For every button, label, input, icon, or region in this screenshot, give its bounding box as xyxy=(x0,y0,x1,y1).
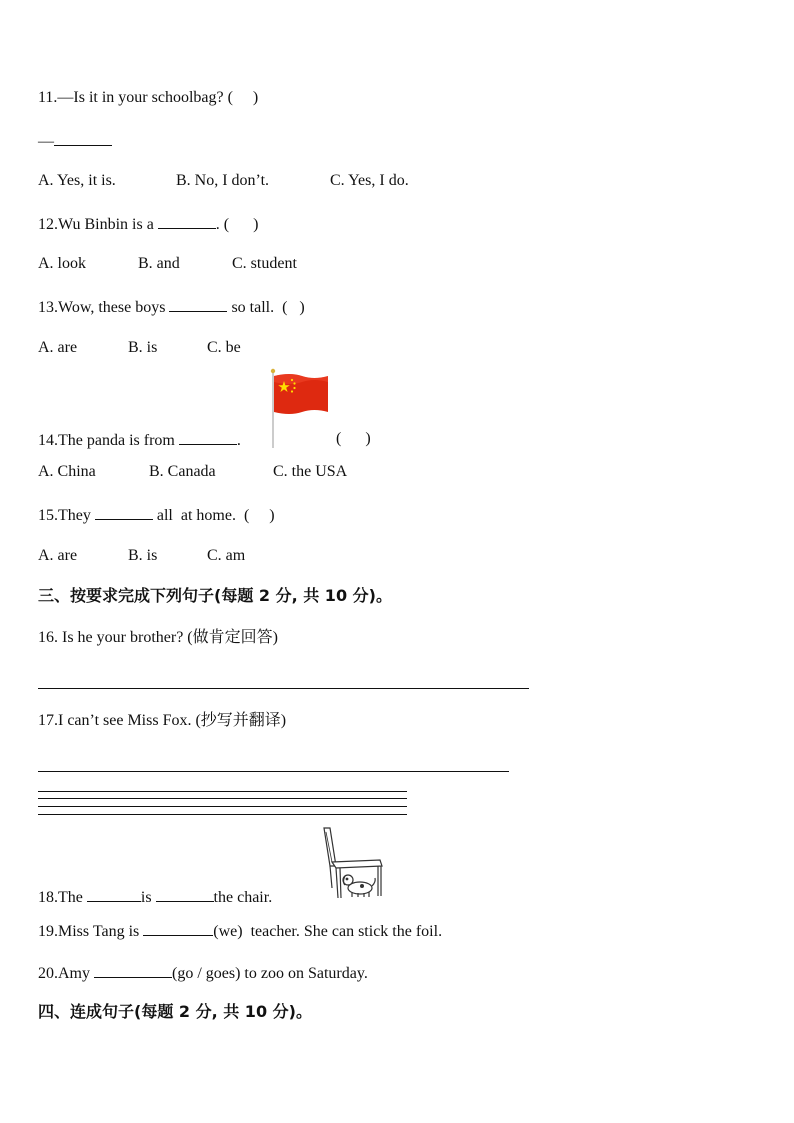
q13-suffix: so tall. ( ) xyxy=(227,299,305,316)
q19-question xyxy=(38,920,442,942)
q15-suffix: all at home. ( ) xyxy=(152,507,275,524)
q11-answer-dash: — xyxy=(38,133,54,150)
q12-option-c: C. student xyxy=(232,255,297,272)
q17-copy-line-1[interactable] xyxy=(38,791,407,792)
q17-copy-line-3[interactable] xyxy=(38,806,407,807)
q15-option-b: B. is xyxy=(128,547,158,564)
q12-blank[interactable] xyxy=(158,213,216,229)
q14-question xyxy=(38,429,241,451)
q11-option-b: B. No, I don’t. xyxy=(176,172,270,189)
q12-question xyxy=(38,213,258,235)
q11-answer-blank[interactable] xyxy=(54,130,112,146)
q12-option-b: B. and xyxy=(138,255,180,272)
q15-prefix: 15.They xyxy=(38,507,95,524)
q13-option-c: C. be xyxy=(207,339,241,356)
q20-question xyxy=(38,962,368,984)
q12-suffix: . ( ) xyxy=(215,216,259,233)
q14-prefix: 14.The panda is from xyxy=(38,432,179,449)
q14-option-c: C. the USA xyxy=(273,463,348,480)
q20-blank[interactable] xyxy=(94,962,172,978)
dog-under-chair-image xyxy=(318,826,386,902)
q11-option-c: C. Yes, I do. xyxy=(330,172,409,189)
q17-question: 17.I can’t see Miss Fox. (抄写并翻译) xyxy=(38,712,287,729)
q14-answer-parens: ( ) xyxy=(336,430,371,447)
q13-prefix: 13.Wow, these boys xyxy=(38,299,170,316)
q18-part-3: the chair. xyxy=(213,889,273,906)
q13-option-b: B. is xyxy=(128,339,158,356)
q11-question: 11.—Is it in your schoolbag? ( ) xyxy=(38,89,259,106)
q13-blank[interactable] xyxy=(169,296,227,312)
q18-part-2: is xyxy=(140,889,156,906)
q11-answer-line xyxy=(38,130,112,152)
q20-suffix: (go / goes) to zoo on Saturday. xyxy=(172,965,368,982)
q15-option-c: C. am xyxy=(207,547,246,564)
q17-translation-line[interactable] xyxy=(38,771,509,772)
q13-option-a: A. are xyxy=(38,339,78,356)
q17-copy-line-2[interactable] xyxy=(38,798,407,799)
q14-option-b: B. Canada xyxy=(149,463,216,480)
q16-answer-line[interactable] xyxy=(38,688,529,689)
q19-prefix: 19.Miss Tang is xyxy=(38,923,144,940)
q15-option-a: A. are xyxy=(38,547,78,564)
q18-blank-1[interactable] xyxy=(87,886,141,902)
q12-option-a: A. look xyxy=(38,255,86,272)
q14-suffix: . xyxy=(236,432,241,449)
q18-question xyxy=(38,886,272,908)
q12-prefix: 12.Wu Binbin is a xyxy=(38,216,158,233)
q19-blank[interactable] xyxy=(143,920,213,936)
q13-question xyxy=(38,296,305,318)
q17-copy-line-4[interactable] xyxy=(38,814,407,815)
q15-question xyxy=(38,504,275,526)
q14-blank[interactable] xyxy=(179,429,237,445)
q19-suffix: (we) teacher. She can stick the foil. xyxy=(213,923,443,940)
q11-option-a: A. Yes, it is. xyxy=(38,172,116,189)
q14-option-a: A. China xyxy=(38,463,96,480)
q18-part-1: 18.The xyxy=(38,889,87,906)
q18-blank-2[interactable] xyxy=(156,886,214,902)
q20-prefix: 20.Amy xyxy=(38,965,94,982)
section-4-heading: 四、连成句子(每题 2 分, 共 10 分)。 xyxy=(38,1002,312,1021)
q15-blank[interactable] xyxy=(95,504,153,520)
section-3-heading: 三、按要求完成下列句子(每题 2 分, 共 10 分)。 xyxy=(38,586,392,605)
china-flag-image xyxy=(270,368,332,448)
q16-question: 16. Is he your brother? (做肯定回答) xyxy=(38,629,278,646)
